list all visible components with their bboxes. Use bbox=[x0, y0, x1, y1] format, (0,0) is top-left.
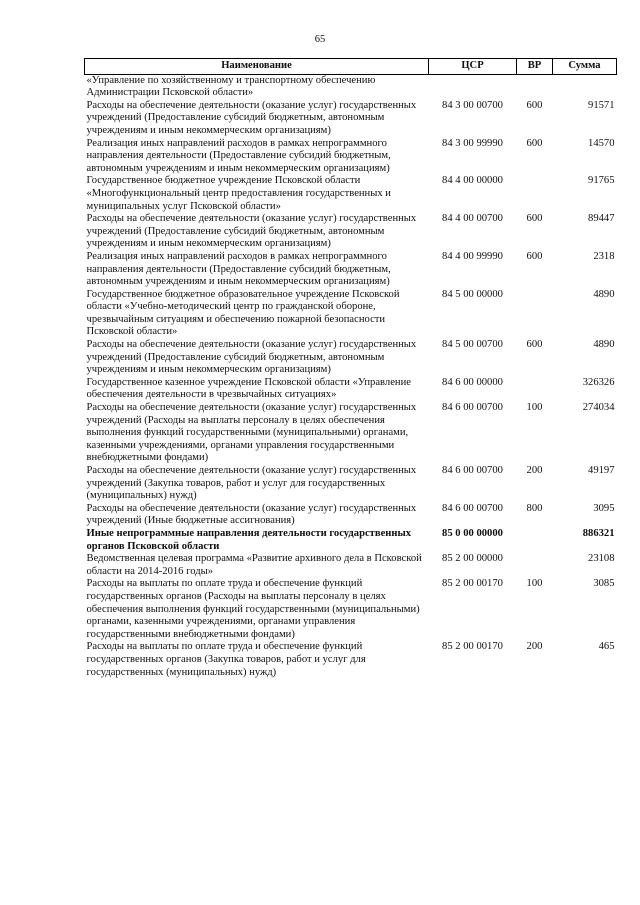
row-vr-cell bbox=[517, 553, 553, 578]
row-name-cell: Реализация иных направлений расходов в рамках непрограммного направления деятельности (Предоставление субсидий бюджетным, автономным учреждениям и иным некоммерческим организациям) bbox=[86, 137, 391, 174]
row-name-cell: Реализация иных направлений расходов в рамках непрограммного направления деятельности (Предоставление субсидий бюджетным, автономным учреждениям и иным некоммерческим организациям) bbox=[86, 250, 391, 288]
row-name-cell: Расходы на обеспечение деятельности (оказание услуг) государственных учреждений (Расходы на выплаты персоналу в целях обеспечения выполнения функций государственными (муниципальными) органами, казенными учреждениями, органами управления государственными внебюджетными фондами) bbox=[86, 402, 417, 464]
row-csr-cell: 84 6 00 00000 bbox=[442, 376, 503, 388]
table-row bbox=[85, 175, 617, 213]
row-vr-cell: 600 bbox=[526, 213, 543, 225]
row-sum-cell: 91765 bbox=[588, 175, 615, 187]
row-sum-cell: 3095 bbox=[593, 502, 615, 514]
table-row bbox=[85, 578, 617, 641]
row-name-cell: Государственное бюджетное образовательное учреждение Псковской области «Учебно-методический центр по гражданской обороне, чрезвычайным ситуациям и обеспечению пожарной безопасности Псковской области» bbox=[86, 288, 400, 338]
table-body bbox=[85, 74, 617, 679]
table-row bbox=[85, 528, 617, 553]
header-csr: ЦСР bbox=[429, 59, 517, 75]
budget-table bbox=[84, 58, 617, 679]
row-vr-cell: 600 bbox=[526, 250, 543, 262]
row-vr-cell: 100 bbox=[526, 402, 543, 414]
row-vr-cell bbox=[517, 74, 553, 100]
row-sum-cell: 49197 bbox=[588, 465, 615, 476]
row-csr-cell: 84 5 00 00700 bbox=[442, 339, 503, 351]
row-sum-cell: 465 bbox=[598, 641, 615, 653]
row-sum-cell: 886321 bbox=[582, 527, 615, 539]
header-name: Наименование bbox=[85, 59, 429, 75]
row-sum-cell: 274034 bbox=[582, 402, 615, 414]
row-vr-cell: 200 bbox=[526, 641, 543, 653]
row-sum-cell: 4890 bbox=[593, 339, 615, 351]
row-csr-cell: 85 2 00 00170 bbox=[442, 641, 503, 653]
row-csr-cell: 84 6 00 00700 bbox=[442, 502, 503, 514]
row-csr-cell: 84 4 00 99990 bbox=[442, 250, 503, 262]
row-name-cell: «Управление по хозяйственному и транспортному обеспечению Администрации Псковской области» bbox=[86, 74, 376, 99]
table-row bbox=[85, 465, 617, 503]
row-name-cell: Расходы на обеспечение деятельности (оказание услуг) государственных учреждений (Предоставление субсидий бюджетным, автономным учреждениям и иным некоммерческим организациям) bbox=[86, 339, 417, 376]
row-vr-cell: 800 bbox=[526, 502, 543, 514]
table-row bbox=[85, 213, 617, 251]
row-sum-cell: 89447 bbox=[588, 213, 615, 225]
row-vr-cell: 200 bbox=[526, 465, 543, 476]
row-name-cell: Расходы на выплаты по оплате труда и обеспечение функций государственных органов (Расходы на выплаты персоналу в целях обеспечения выполнения функций государственными (муниципальными) органами, казенными учреждениями, органами управления государственными внебюджетными фондами) bbox=[86, 578, 420, 640]
header-sum: Сумма bbox=[553, 59, 617, 75]
row-sum-cell: 91571 bbox=[588, 99, 615, 111]
row-sum-cell bbox=[553, 74, 617, 100]
row-sum-cell: 4890 bbox=[593, 288, 615, 300]
row-name-cell: Расходы на обеспечение деятельности (оказание услуг) государственных учреждений (Закупка товаров, работ и услуг для государственных (муниципальных) нужд) bbox=[86, 465, 417, 502]
row-name-cell: Расходы на обеспечение деятельности (оказание услуг) государственных учреждений (Предоставление субсидий бюджетным, автономным учреждениям и иным некоммерческим организациям) bbox=[86, 213, 417, 250]
row-name-cell: Государственное казенное учреждение Псковской области «Управление обеспечения деятельности в чрезвычайных ситуациях» bbox=[86, 376, 411, 401]
row-sum-cell: 326326 bbox=[582, 376, 615, 388]
table-row bbox=[85, 289, 617, 339]
row-vr-cell bbox=[517, 175, 553, 213]
row-name-cell: Расходы на обеспечение деятельности (оказание услуг) государственных учреждений (Иные бюджетные ассигнования) bbox=[86, 502, 417, 527]
header-vr: ВР bbox=[517, 59, 553, 75]
table-row bbox=[85, 74, 617, 100]
row-csr-cell: 85 2 00 00170 bbox=[442, 578, 503, 590]
row-csr-cell: 84 6 00 00700 bbox=[442, 465, 503, 476]
row-sum-cell: 2318 bbox=[593, 250, 615, 262]
page-number: 65 bbox=[314, 34, 326, 45]
row-vr-cell: 600 bbox=[526, 137, 543, 149]
table-row bbox=[85, 377, 617, 402]
row-vr-cell bbox=[517, 528, 553, 553]
row-csr-cell: 84 3 00 99990 bbox=[442, 137, 503, 149]
row-vr-cell bbox=[517, 289, 553, 339]
row-csr-cell: 84 5 00 00000 bbox=[442, 288, 503, 300]
row-csr-cell bbox=[429, 74, 517, 100]
table-row bbox=[85, 138, 617, 176]
row-name-cell: Ведомственная целевая программа «Развитие архивного дела в Псковской области на 2014-2016 годы» bbox=[86, 553, 422, 577]
table-row bbox=[85, 402, 617, 465]
row-sum-cell: 23108 bbox=[588, 553, 615, 565]
row-vr-cell bbox=[517, 377, 553, 402]
row-vr-cell: 100 bbox=[526, 578, 543, 590]
table-row bbox=[85, 641, 617, 679]
row-vr-cell: 600 bbox=[526, 99, 543, 111]
row-vr-cell: 600 bbox=[526, 339, 543, 351]
row-csr-cell: 85 2 00 00000 bbox=[442, 553, 503, 565]
row-csr-cell: 84 4 00 00000 bbox=[442, 175, 503, 187]
row-name-cell: Иные непрограммные направления деятельности государственных органов Псковской области bbox=[86, 527, 412, 552]
row-csr-cell: 84 4 00 00700 bbox=[442, 213, 503, 225]
row-sum-cell: 14570 bbox=[588, 137, 615, 149]
row-name-cell: Расходы на выплаты по оплате труда и обеспечение функций государственных органов (Закупка товаров, работ и услуг для государственных (муниципальных) нужд) bbox=[86, 641, 366, 678]
row-csr-cell: 84 6 00 00700 bbox=[442, 402, 503, 414]
table-row bbox=[85, 339, 617, 377]
table-header-row bbox=[85, 59, 617, 75]
table-row bbox=[85, 503, 617, 528]
row-csr-cell: 84 3 00 00700 bbox=[442, 99, 503, 111]
row-name-cell: Государственное бюджетное учреждение Псковской области «Многофункциональный центр предоставления государственных и муниципальных услуг Псковской области» bbox=[86, 175, 391, 212]
row-name-cell: Расходы на обеспечение деятельности (оказание услуг) государственных учреждений (Предоставление субсидий бюджетным, автономным учреждениям и иным некоммерческим организациям) bbox=[86, 99, 417, 136]
row-sum-cell: 3085 bbox=[593, 578, 615, 590]
row-csr-cell: 85 0 00 00000 bbox=[442, 527, 503, 539]
table-row bbox=[85, 553, 617, 578]
table-row bbox=[85, 100, 617, 138]
table-row bbox=[85, 251, 617, 289]
